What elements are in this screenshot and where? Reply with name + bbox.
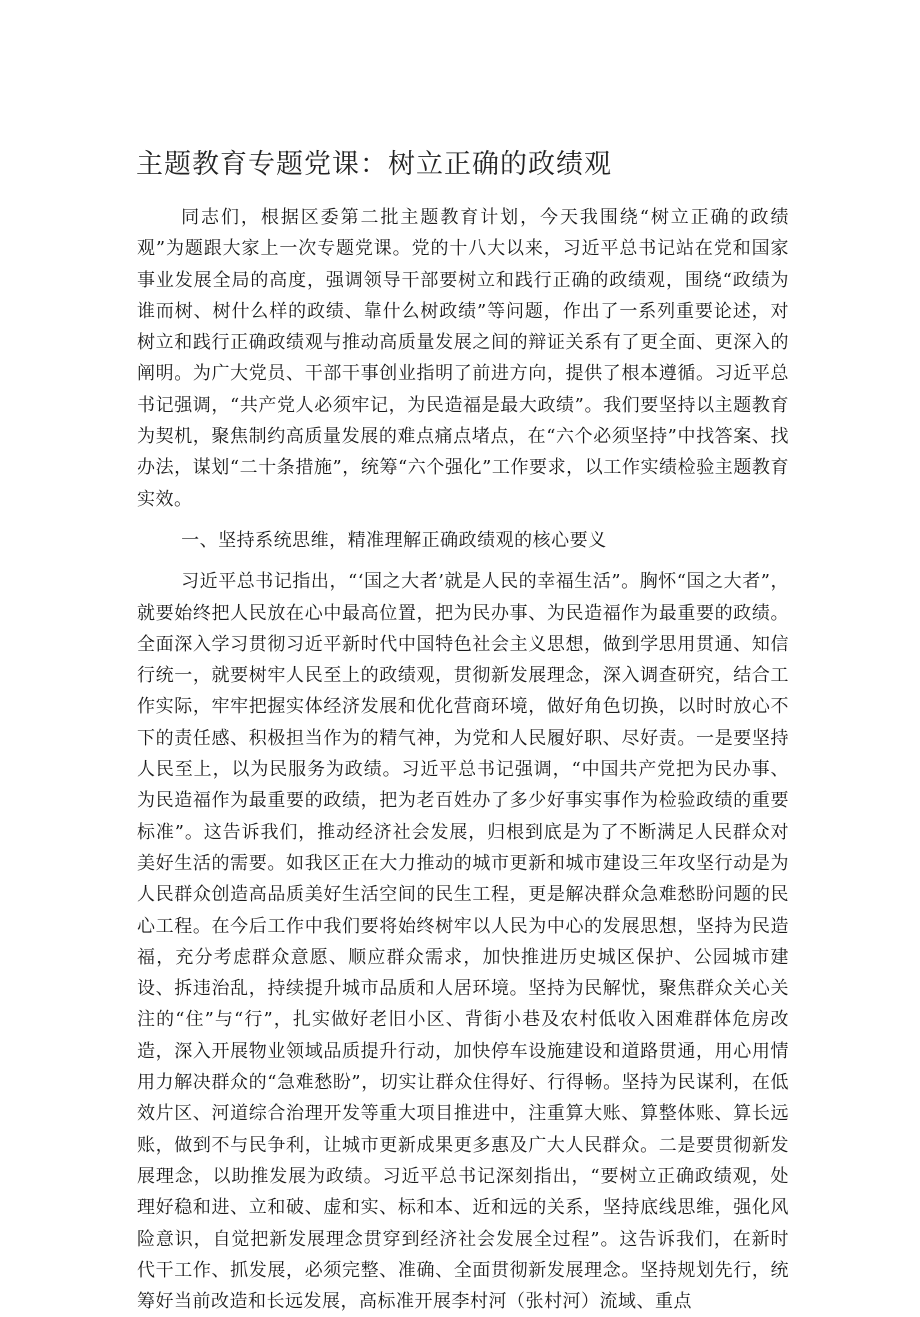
intro-paragraph: 同志们，根据区委第二批主题教育计划，今天我围绕“树立正确的政绩观”为题跟大家上一次专题党课。党的十八大以来，习近平总书记站在党和国家事业发展全局的高度，强调领导干部要树立和践行正确的政绩观，围绕“政绩为谁而树、树什么样的政绩、靠什么树政绩”等问题，作出了一系列重要论述，对树立和践行正确政绩观与推动高质量发展之间的辩证关系有了更全面、更深入的阐明。为广大党员、干部干事创业指明了前进方向，提供了根本遵循。习近平总书记强调，“共产党人必须牢记，为民造福是最大政绩”。我们要坚持以主题教育为契机，聚焦制约高质量发展的难点痛点堵点，在“六个必须坚持”中找答案、找办法，谋划“二十条措施”，统筹“六个强化”工作要求，以工作实绩检验主题教育实效。 [137,207,789,510]
document-body [137,202,789,1317]
section-one-paragraph: 习近平总书记指出，“‘国之大者’就是人民的幸福生活”。胸怀“国之大者”，就要始终把人民放在心中最高位置，把为民办事、为民造福作为最重要的政绩。全面深入学习贯彻习近平新时代中国特色社会主义思想，做到学思用贯通、知信行统一，就要树牢人民至上的政绩观，贯彻新发展理念，深入调查研究，结合工作实际，牢牢把握实体经济发展和优化营商环境，做好角色切换，以时时放心不下的责任感、积极担当作为的精气神，为党和人民履好职、尽好责。一是要坚持人民至上，以为民服务为政绩。习近平总书记强调，“中国共产党把为民办事、为民造福作为最重要的政绩，把为老百姓办了多少好事实事作为检验政绩的重要标准”。这告诉我们，推动经济社会发展，归根到底是为了不断满足人民群众对美好生活的需要。如我区正在大力推动的城市更新和城市建设三年攻坚行动是为人民群众创造高品质美好生活空间的民生工程，更是解决群众急难愁盼问题的民心工程。在今后工作中我们要将始终树牢以人民为中心的发展思想，坚持为民造福，充分考虑群众意愿、顺应群众需求，加快推进历史城区保护、公园城市建设、拆违治乱，持续提升城市品质和人居环境。坚持为民解忧，聚焦群众关心关注的“住”与“行”，扎实做好老旧小区、背街小巷及农村低收入困难群体危房改造，深入开展物业领域品质提升行动，加快停车设施建设和道路贯通，用心用情用力解决群众的“急难愁盼”，切实让群众住得好、行得畅。坚持为民谋利，在低效片区、河道综合治理开发等重大项目推进中，注重算大账、算整体账、算长远账，做到不与民争利，让城市更新成果更多惠及广大人民群众。二是要贯彻新发展理念，以助推发展为政绩。习近平总书记深刻指出，“要树立正确政绩观，处理好稳和进、立和破、虚和实、标和本、近和远的关系，坚持底线思维，强化风险意识，自觉把新发展理念贯穿到经济社会发展全过程”。这告诉我们，在新时代干工作、抓发展，必须完整、准确、全面贯彻新发展理念。坚持规划先行，统筹好当前改造和长远发展，高标准开展李村河（张村河）流域、重点 [137,571,789,1313]
section-one-heading: 一、坚持系统思维，精准理解正确政绩观的核心要义 [181,529,607,551]
page-title: 主题教育专题党课：树立正确的政绩观 [136,149,612,180]
